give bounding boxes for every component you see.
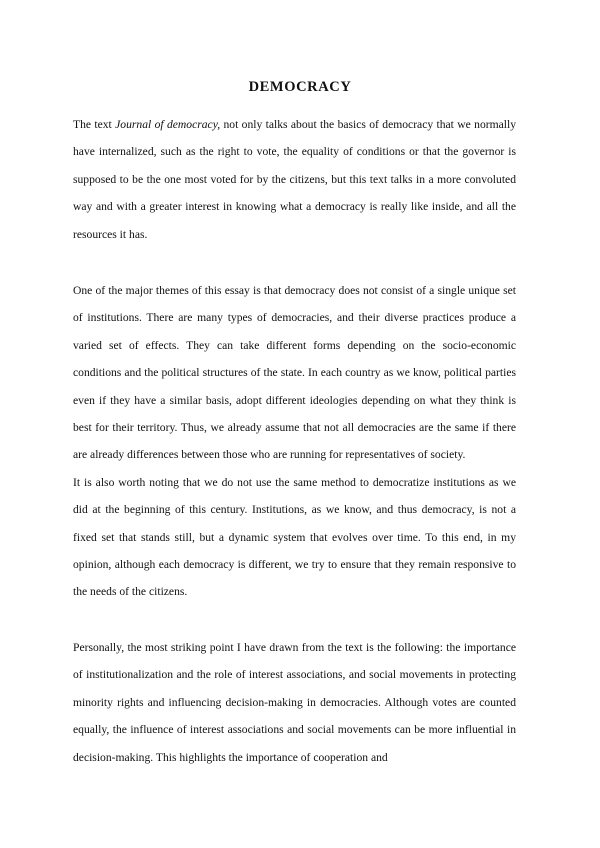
paragraph-intro-rest: not only talks about the basics of democracy that we normally have internalized, such as the right to vote, the equality of conditions or that the governor is supposed to be the one most voted for by the citizens, but this text talks in a more convoluted way and with a greater interest in knowing what a democracy is really like inside, and all the resources it has. [73, 118, 517, 241]
paragraph-personal-view [73, 634, 516, 771]
paragraph-personal-view-text: Personally, the most striking point I have drawn from the text is the following: the importance of institutionalization and the role of interest associations, and social movements in protecting minority rights and influencing decision-making in democracies. Although votes are counted equally, the influence of interest associations and social movements can be more influential in decision-making. This highlights the importance of cooperation and [73, 641, 516, 764]
paragraph-intro-text [73, 111, 516, 248]
paragraph-democracy-types: One of the major themes of this essay is that democracy does not consist of a single unique set of institutions. There are many types of democracies, and their diverse practices produce a varied set of effects. They can take different forms depending on the socio-economic conditions and the political structures of the state. In each country as we know, political parties even if they have a similar basis, adopt different ideologies depending on what they think is best for their territory. Thus, we already assume that not all democracies are the same if there are already differences between those who are running for representatives of society. [73, 284, 516, 462]
paragraph-intro-lead: The text [73, 118, 116, 131]
paragraph-group-democracy-types [73, 277, 516, 606]
document-title: DEMOCRACY [248, 79, 352, 95]
paragraph-intro [73, 111, 516, 248]
paragraph-institutions-evolve: It is also worth noting that we do not use the same method to democratize institutions as we did at the beginning of this century. Institutions, as we know, and thus democracy, is not a fixed set that stands still, but a dynamic system that evolves over time. To this end, in my opinion, although each democracy is different, we try to ensure that they remain responsive to the needs of the citizens. [73, 475, 516, 599]
paragraph-intro-source-title: Journal of democracy, [115, 118, 221, 131]
